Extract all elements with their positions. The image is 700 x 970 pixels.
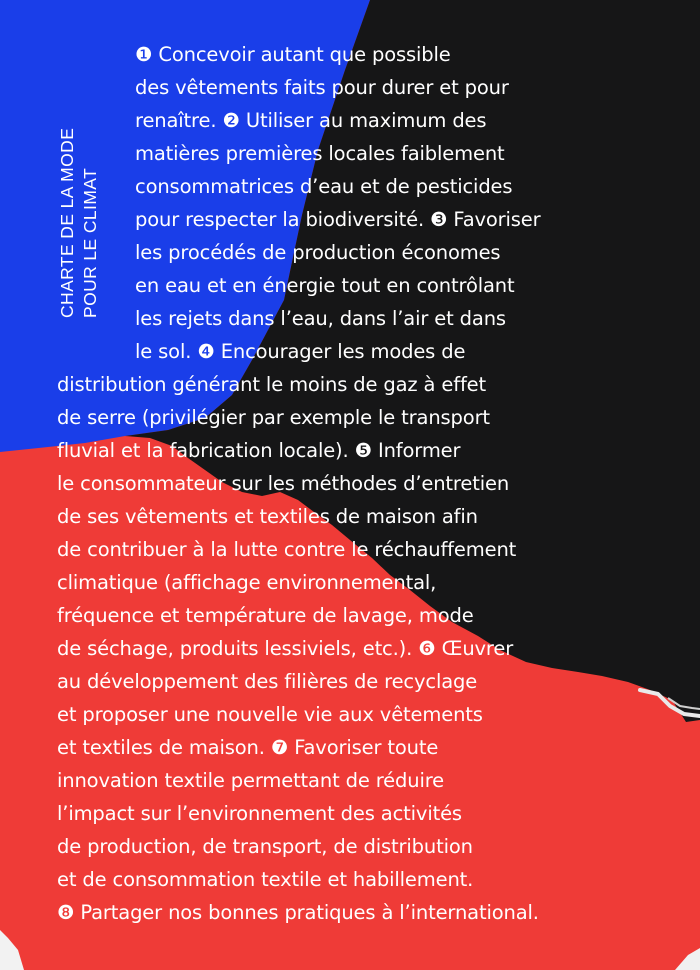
text-line: renaître. ❷ Utiliser au maximum des [135, 109, 487, 132]
text-line: de ses vêtements et textiles de maison afin [57, 505, 478, 528]
text-line: l’impact sur l’environnement des activités [57, 802, 462, 825]
text-line: de production, de transport, de distribution [57, 835, 473, 858]
text-line: de contribuer à la lutte contre le réchauffement [57, 538, 517, 561]
text-line: en eau et en énergie tout en contrôlant [135, 274, 515, 297]
text-line: les rejets dans l’eau, dans l’air et dans [135, 307, 506, 330]
text-line: des vêtements faits pour durer et pour [135, 76, 509, 99]
text-line: le sol. ❹ Encourager les modes de [135, 340, 466, 363]
title-line-2: POUR LE CLIMAT [80, 167, 100, 318]
text-line: et proposer une nouvelle vie aux vêtements [57, 703, 483, 726]
text-line: de serre (privilégier par exemple le transport [57, 406, 490, 429]
text-line: les procédés de production économes [135, 241, 501, 264]
text-line: ❶ Concevoir autant que possible [135, 43, 451, 66]
title-line-1: CHARTE DE LA MODE [57, 127, 77, 318]
text-line: pour respecter la biodiversité. ❸ Favoriser [135, 208, 541, 231]
text-line: matières premières locales faiblement [135, 142, 505, 165]
text-line: distribution générant le moins de gaz à effet [57, 373, 487, 396]
vertical-title [56, 38, 102, 318]
text-line: climatique (affichage environnemental, [57, 571, 437, 594]
text-line: le consommateur sur les méthodes d’entretien [57, 472, 510, 495]
text-line: au développement des filières de recyclage [57, 670, 478, 693]
text-line: consommatrices d’eau et de pesticides [135, 175, 513, 198]
text-line: fluvial et la fabrication locale). ❺ Informer [57, 439, 461, 462]
text-line: ❽ Partager nos bonnes pratiques à l’international. [57, 901, 539, 924]
text-line: innovation textile permettant de réduire [57, 769, 445, 792]
text-line: et textiles de maison. ❼ Favoriser toute [57, 736, 439, 759]
text-line: fréquence et température de lavage, mode [57, 604, 474, 627]
text-line: de séchage, produits lessiviels, etc.). ❻ Œuvrer [57, 637, 514, 660]
text-line: et de consommation textile et habillement. [57, 868, 474, 891]
